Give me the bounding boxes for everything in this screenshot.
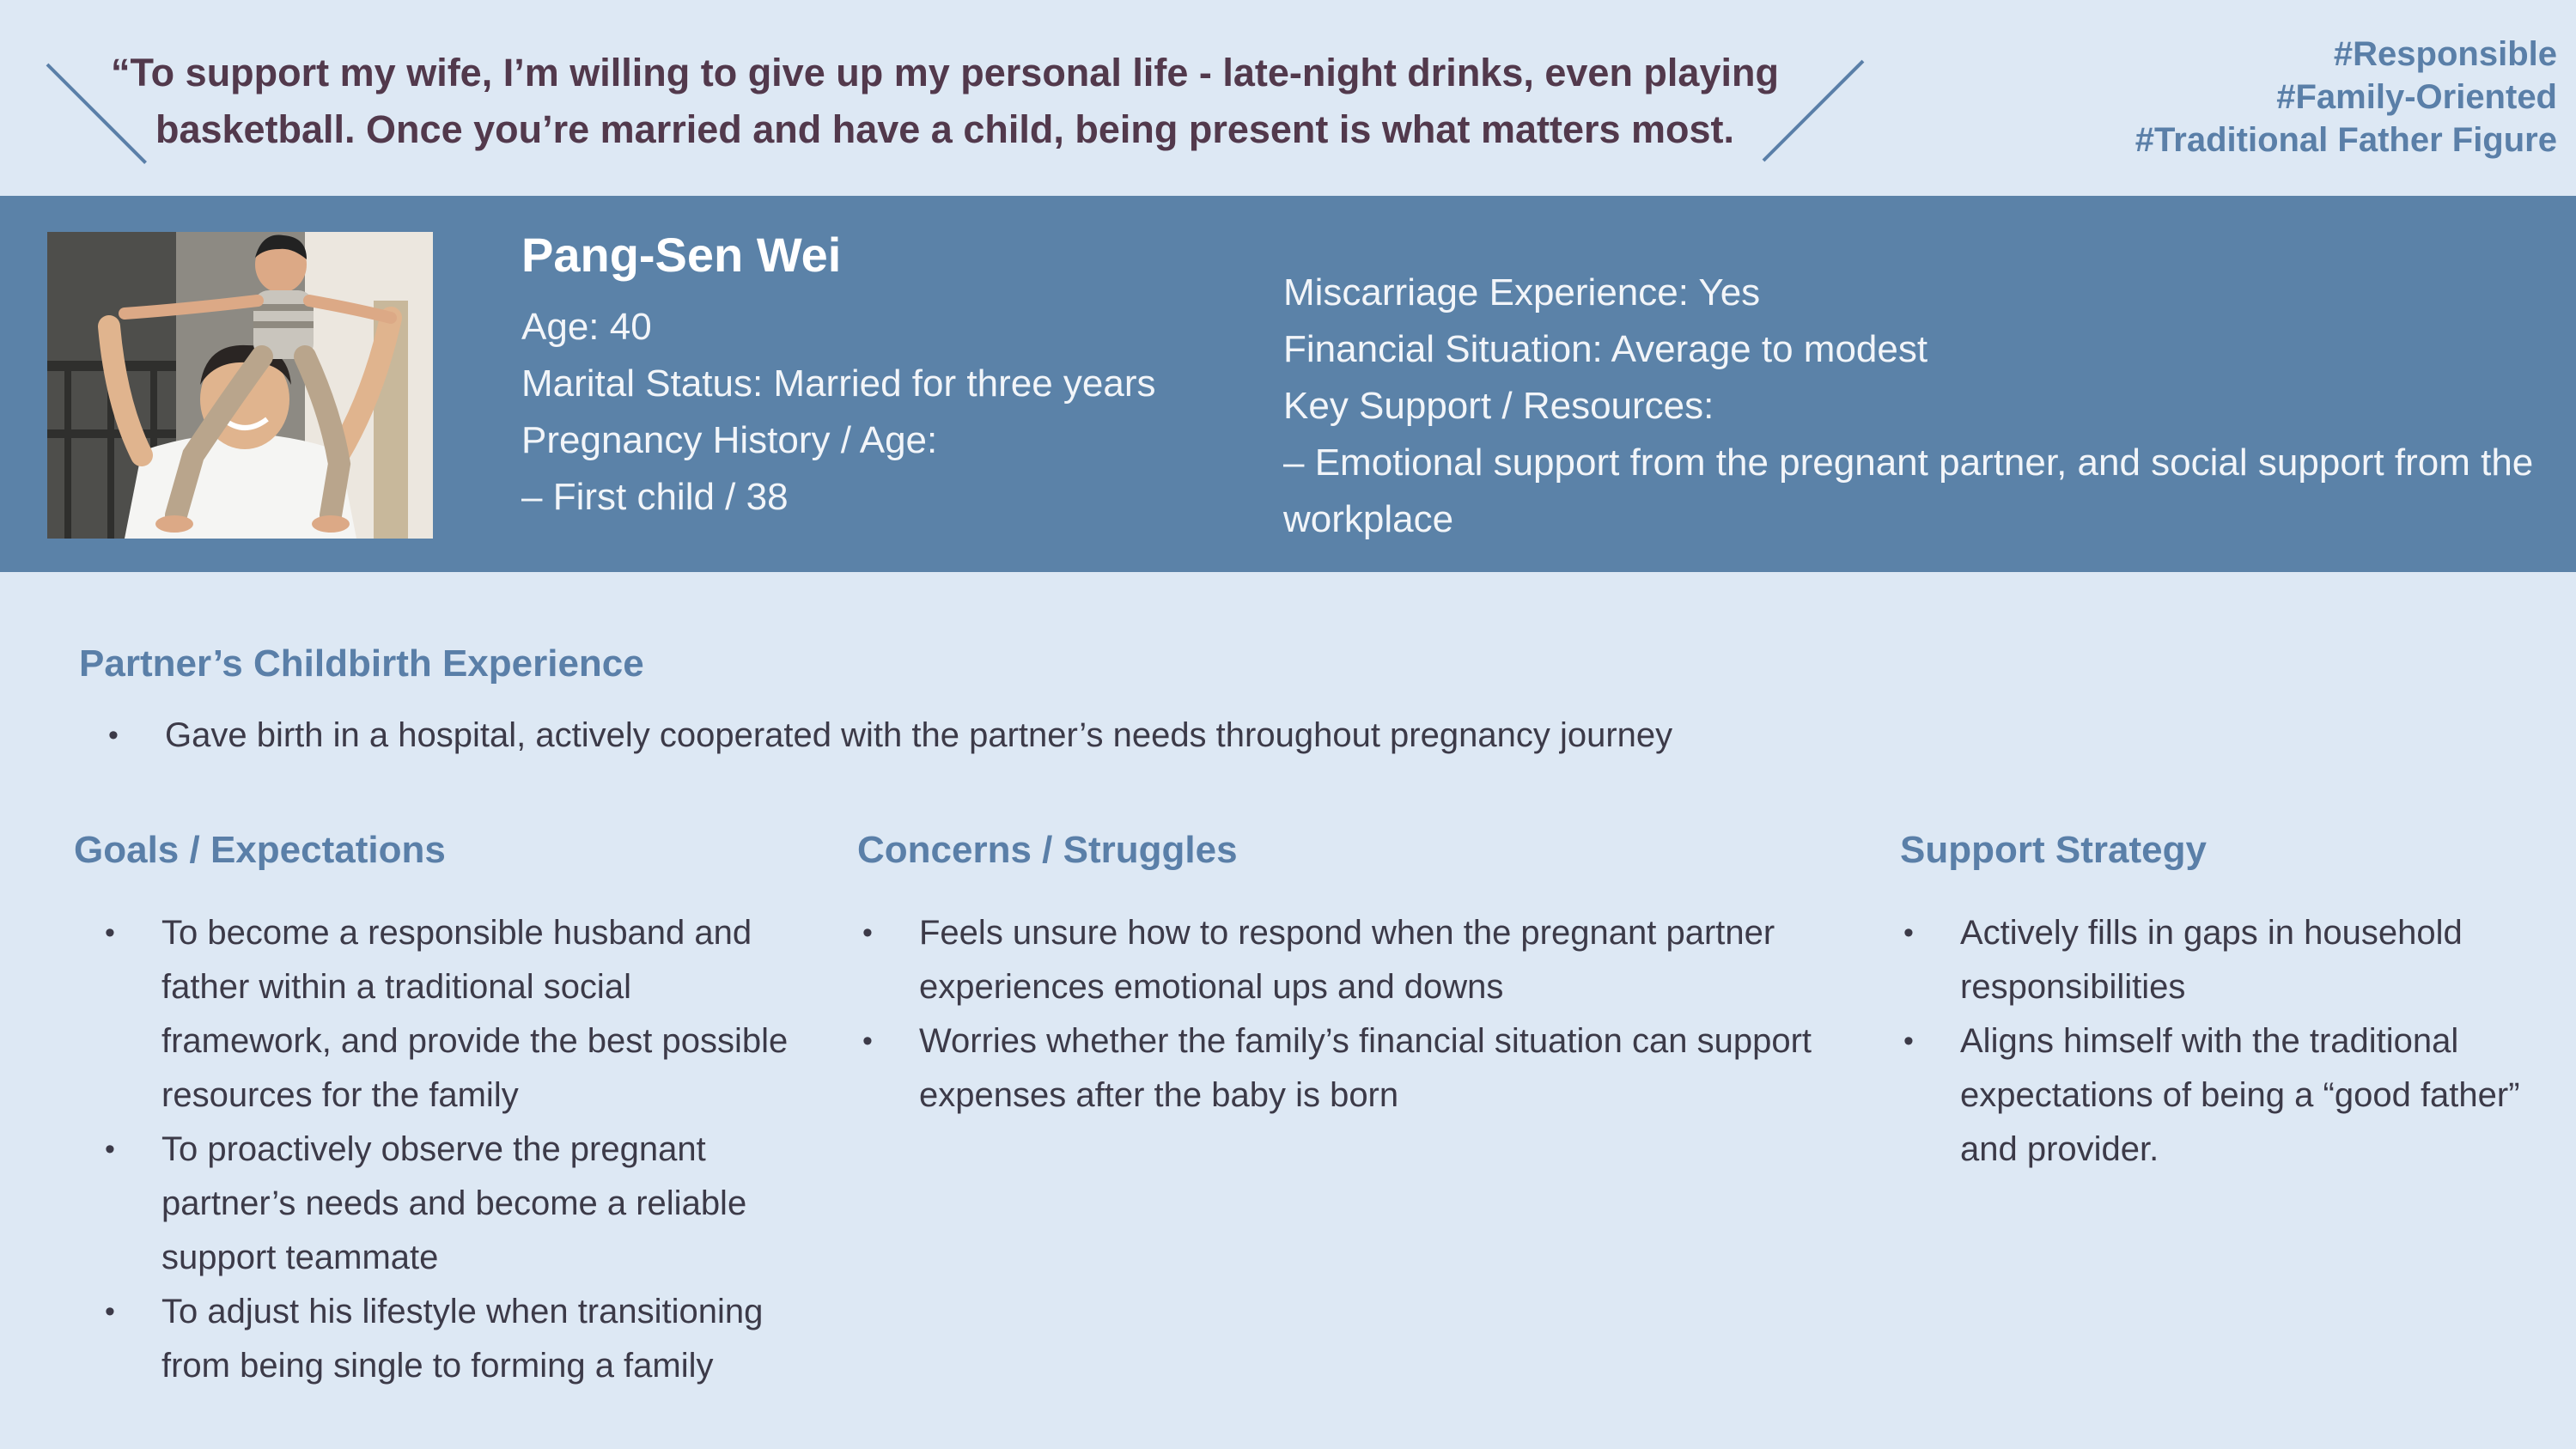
photo-illustration <box>47 232 433 539</box>
quote-line-2: basketball. Once you’re married and have a child, being present is what matters most. <box>155 107 1735 151</box>
bullet-icon: • <box>1903 1025 1914 1057</box>
bullet-icon: • <box>1903 916 1914 949</box>
strategy-section-title: Support Strategy <box>1900 829 2207 871</box>
list-item: • To adjust his lifestyle when transitioning from being single to forming a family <box>101 1285 789 1393</box>
persona-photo <box>47 232 433 539</box>
persona-name: Pang-Sen Wei <box>521 228 842 282</box>
concerns-list <box>859 906 1830 1123</box>
tag-responsible: #Responsible <box>2333 35 2557 73</box>
support-resources-value: – Emotional support from the pregnant partner, and social support from the workplace <box>1283 441 2534 540</box>
pregnancy-history-label: Pregnancy History / Age: <box>521 419 938 461</box>
bullet-icon: • <box>105 916 115 949</box>
concerns-section-title: Concerns / Struggles <box>857 829 1238 871</box>
persona-quote <box>94 45 1795 158</box>
tag-family-oriented: #Family-Oriented <box>2276 78 2557 116</box>
bullet-icon: • <box>108 719 119 752</box>
childbirth-list <box>105 709 2338 763</box>
list-item: • Feels unsure how to respond when the pregnant partner experiences emotional ups and downs <box>859 906 1830 1014</box>
list-item: • Aligns himself with the traditional expectations of being a “good father” and provider. <box>1900 1014 2544 1177</box>
list-item: • Actively fills in gaps in household responsibilities <box>1900 906 2544 1014</box>
profile-band <box>0 196 2576 572</box>
bullet-icon: • <box>105 1133 115 1166</box>
pregnancy-history-value: – First child / 38 <box>521 476 789 518</box>
marital-status-field: Marital Status: Married for three years <box>521 362 1156 405</box>
financial-field: Financial Situation: Average to modest <box>1283 328 1928 370</box>
persona-tags <box>2135 33 2557 161</box>
goals-list <box>101 906 789 1393</box>
list-item: • To proactively observe the pregnant partner’s needs and become a reliable support teammate <box>101 1123 789 1285</box>
list-item: • To become a responsible husband and father within a traditional social framework, and provide the best possible resources for the family <box>101 906 789 1123</box>
miscarriage-field: Miscarriage Experience: Yes <box>1283 271 1761 314</box>
list-item: • Gave birth in a hospital, actively cooperated with the partner’s needs throughout pregnancy journey <box>105 709 2338 763</box>
quote-line-1: “To support my wife, I’m willing to give up my personal life - late-night drinks, even playing <box>111 51 1779 94</box>
goals-section-title: Goals / Expectations <box>74 829 446 871</box>
bullet-icon: • <box>105 1295 115 1328</box>
profile-details-left <box>521 299 1155 526</box>
support-resources-label: Key Support / Resources: <box>1283 385 1714 427</box>
age-field: Age: 40 <box>521 306 652 348</box>
list-item: • Worries whether the family’s financial situation can support expenses after the baby is born <box>859 1014 1830 1123</box>
childbirth-section-title: Partner’s Childbirth Experience <box>79 642 644 685</box>
strategy-list <box>1900 906 2544 1177</box>
profile-details-right <box>1283 265 2537 548</box>
bullet-icon: • <box>862 916 873 949</box>
tag-traditional-father: #Traditional Father Figure <box>2134 121 2557 159</box>
bullet-icon: • <box>862 1025 873 1057</box>
